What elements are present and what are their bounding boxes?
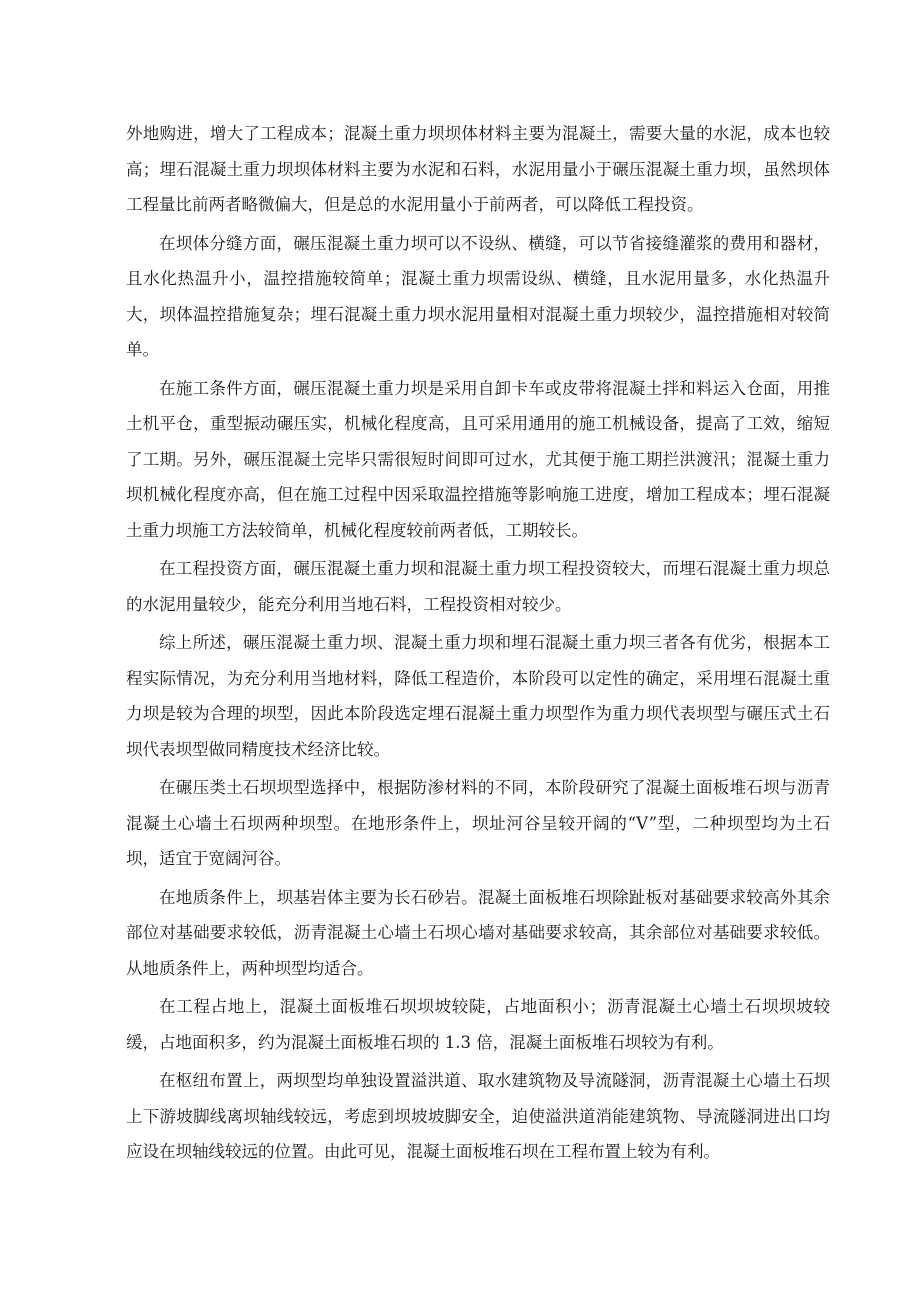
paragraph-5: 综上所述，碾压混凝土重力坝、混凝土重力坝和埋石混凝土重力坝三者各有优劣，根据本工程实际情况，为充分利用当地材料，降低工程造价，本阶段可以定性的确定，采用埋石混凝土重力坝是较为合理的坝型，因此本阶段选定埋石混凝土重力坝型作为重力坝代表坝型与碾压式土石坝代表坝型做同精度技术经济比较。: [126, 633, 830, 759]
paragraph-7: 在地质条件上，坝基岩体主要为长石砂岩。混凝土面板堆石坝除趾板对基础要求较高外其余部位对基础要求较低，沥青混凝土心墙土石坝心墙对基础要求较高，其余部位对基础要求较低。从地质条件上，两种坝型均适合。: [126, 887, 830, 978]
paragraph-2: 在坝体分缝方面，碾压混凝土重力坝可以不设纵、横缝，可以节省接缝灌浆的费用和器材，且水化热温升小，温控措施较简单；混凝土重力坝需设纵、横缝，且水泥用量多，水化热温升大，坝体温控措施复杂；埋石混凝土重力坝水泥用量相对混凝土重力坝较少，温控措施相对较简单。: [126, 233, 830, 359]
paragraph-9: 在枢纽布置上，两坝型均单独设置溢洪道、取水建筑物及导流隧洞，沥青混凝土心墙土石坝上下游坡脚线离坝轴线较远，考虑到坝坡坡脚安全，迫使溢洪道消能建筑物、导流隧洞进出口均应设在坝轴线较远的位置。由此可见，混凝土面板堆石坝在工程布置上较为有利。: [126, 1071, 830, 1161]
paragraph-8: 在工程占地上，混凝土面板堆石坝坝坡较陡，占地面积小；沥青混凝土心墙土石坝坝坡较缓，占地面积多，约为混凝土面板堆石坝的 1.3 倍，混凝土面板堆石坝较为有利。: [126, 997, 830, 1052]
paragraph-4: 在工程投资方面，碾压混凝土重力坝和混凝土重力坝工程投资较大，而埋石混凝土重力坝总的水泥用量较少，能充分利用当地石料，工程投资相对较少。: [126, 559, 830, 614]
paragraph-3: 在施工条件方面，碾压混凝土重力坝是采用自卸卡车或皮带将混凝土拌和料运入仓面，用推土机平仓，重型振动碾压实，机械化程度高，且可采用通用的施工机械设备，提高了工效，缩短了工期。另外，碾压混凝土完毕只需很短时间即可过水，尤其便于施工期拦洪渡汛；混凝土重力坝机械化程度亦高，但在施工过程中因采取温控措施等影响施工进度，增加工程成本；埋石混凝土重力坝施工方法较简单，机械化程度较前两者低，工期较长。: [126, 378, 830, 540]
paragraph-1: 外地购进，增大了工程成本；混凝土重力坝坝体材料主要为混凝土，需要大量的水泥，成本也较高；埋石混凝土重力坝坝体材料主要为水泥和石料，水泥用量小于碾压混凝土重力坝，虽然坝体工程量比前两者略微偏大，但是总的水泥用量小于前两者，可以降低工程投资。: [126, 124, 830, 214]
body-text: [126, 116, 830, 1173]
paragraph-6: 在碾压类土石坝坝型选择中，根据防渗材料的不同，本阶段研究了混凝土面板堆石坝与沥青混凝土心墙土石坝两种坝型。在地形条件上，坝址河谷呈较开阔的“V”型，二种坝型均为土石坝，适宜于宽阔河谷。: [126, 778, 830, 868]
